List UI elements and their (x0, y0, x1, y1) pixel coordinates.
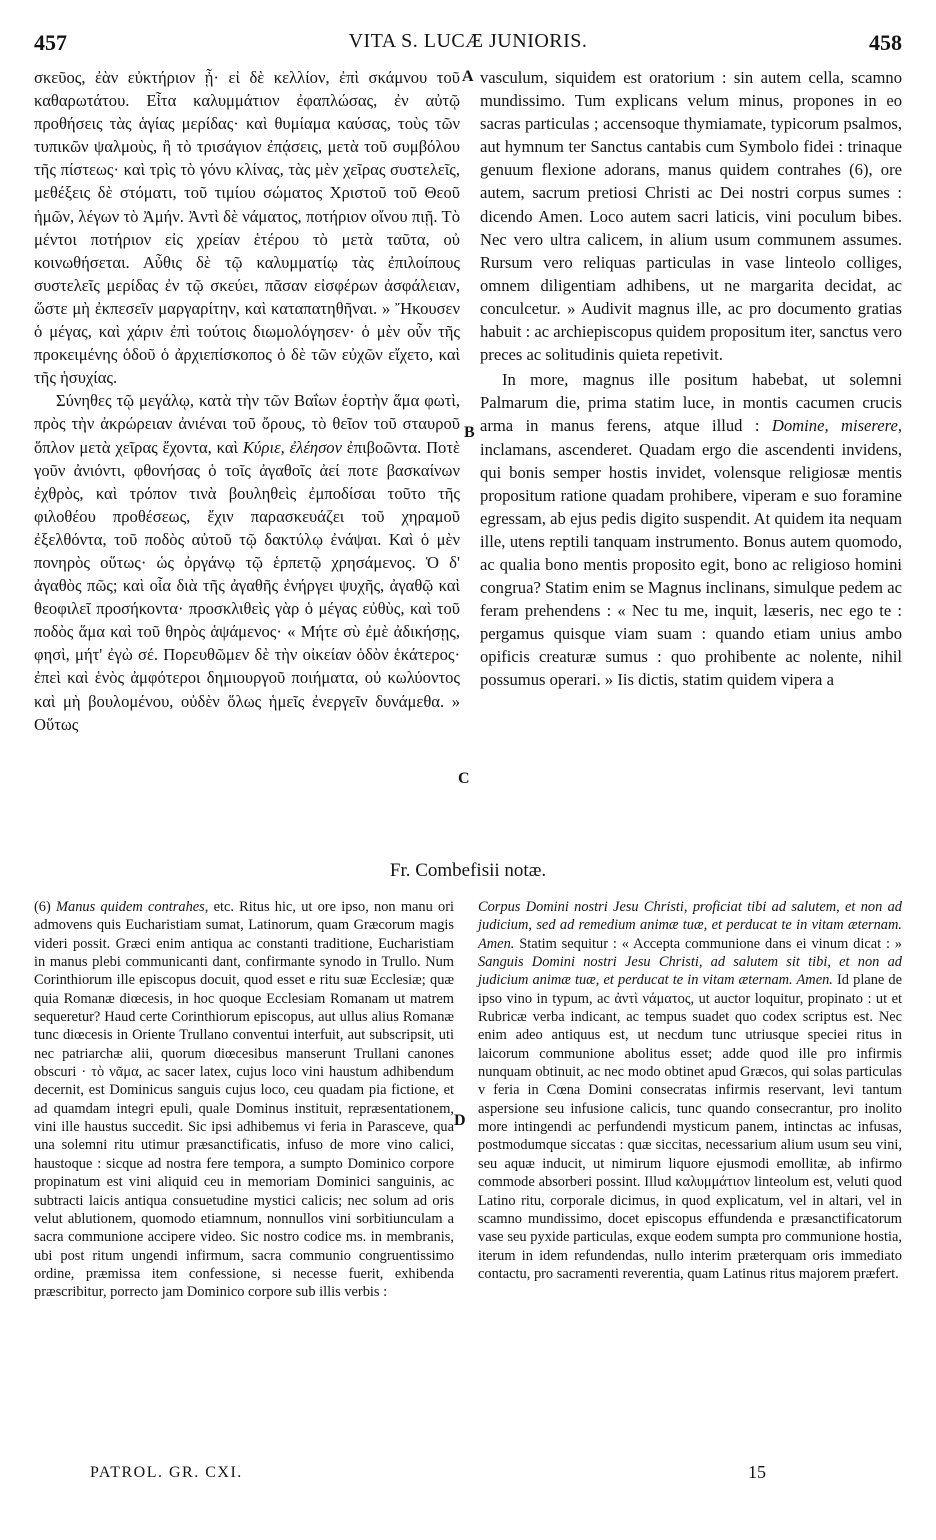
note-left-text: , etc. Ritus hic, ut ore ipso, non manu ori admovens quis Eucharistiam sumat, Latinorum, quam Græcorum magis videri possit. Græci enim antiqua ac constanti traditione, Eucharistiam in manus plebi communicanti dant, confirmante synodo in Trullo. Num Corinthiorum ille episcopus docuit, quod esset e ritu suæ Ecclesiæ; quæ quia Romanæ diœcesis, in hoc quoque Ecclesiam Romanam ut matrem sequeretur? Haud certe Corinthiorum episcopus, aut ullus alius Romanæ tunc diœcesis in Oriente Trullano conventui interfuit, aut subscripsit, uti nec patriarchæ alii, quorum diœcesibus manserunt Trullani canones obscuri · τὸ νᾶμα, ac sacer latex, cujus loco vini haustum adhibendum decernit, est Dominicus sanguis cujus loco, ceu quadam pia fictione, et ad quamdam integri epuli, quale Dominus instituit, repræsentationem, vini ille haustus succedit. Sic ipsi adhibemus vi feria in Parasceve, qua una solemni ritu utimur præsanctificatis, infuso de more vino calici, haustoque : sicque ad nostra fere tempora, a sumpto Dominico corpore propinatum est vini aliquid ceu in memoriam Dominici sanguinis, ac subtracti laicis antiqua consuetudine mystici calicis; nec solum ad oris velut ablutionem, quomodo etiamnum, nonnullos vini sorbitiunculam a sacra communione accipere video. Sic nostro codice ms. in membranis, ubi post ritum ungendi infirmum, sacra communio congruentissimo ordine, præmissa item confessione, si necesse fuerit, exhibenda præscribitur, porrecto jam Dominico corpore sub illis verbis : (34, 899, 454, 1301)
margin-marker-b: B (464, 424, 475, 441)
greek-paragraph-2-text: Σύνηθες τῷ μεγάλῳ, κατὰ τὴν τῶν Βαΐων ἑορτὴν ἅμα φωτὶ, πρὸς τὴν ἀκρώρειαν ἀνιέναι τοῦ ὄρους, τὸ θεῖον τοῦ σταυροῦ ὅπλον μετὰ χεῖρας ἔχοντα, καὶ (34, 391, 460, 457)
page-number-right: 458 (869, 30, 902, 55)
latin-column (480, 66, 902, 692)
page-number-left: 457 (34, 30, 67, 55)
note-formula-sanguis: Sanguis Domini nostri Jesu Christi, ad salutem sit tibi, et non ad judicium animæ tuæ, et perducat te in vitam æternam. Amen. (478, 954, 902, 989)
note-6 (34, 898, 454, 1302)
greek-paragraph-1: σκεῦος, ἐὰν εὐκτήριον ᾖ· εἰ δὲ κελλίον, ἐπὶ σκάμνου τοῦ καθαρωτάτου. Εἶτα καλυμμάτιον ἐφαπλώσας, ἐν αὐτῷ προθήσεις τὰς ἁγίας μερίδας· καὶ θυμίαμα καύσας, τοὺς τῶν τυπικῶν ψαλμοὺς, ἢ τὸ τρισάγιον ἐπᾴσεις, μετὰ τοῦ συμβόλου τῆς πίστεως· καὶ τρὶς τὸ γόνυ κλίνας, τὰς μὲν χεῖρας συστελεῖς, μεθέξεις δὲ στόματι, τοῦ τιμίου σώματος Χριστοῦ τοῦ Θεοῦ ἡμῶν, λέγων τὸ Ἀμήν. Ἀντὶ δὲ νάματος, ποτήριον οἴνου πιῇ. Τὸ μέντοι ποτήριον εἰς χρείαν ἑτέρου τὸ μετὰ ταῦτα, οὐ κοινωθήσεται. Αὖθις δὲ τῷ καλυμματίῳ τὰς ἐπιλοίπους συστελεῖς μερίδας ἐν τῷ σκεύει, πᾶσαν εἰσφέρων ἀσφάλειαν, ὥστε μὴ ἐκπεσεῖν μαργαρίτην, καὶ καταπατηθῆναι. » Ἤκουσεν ὁ μέγας, καὶ χάριν ἐπὶ τούτοις διωμολόγησεν· ὁ μὲν οὖν τῆς προκειμένης ὁδοῦ ὁ ἀρχιεπίσκοπος ὁ δὲ τῶν εὐχῶν εἴχετο, καὶ τῆς ἡσυχίας. (34, 68, 460, 388)
greek-column (34, 66, 460, 736)
page-header (34, 30, 902, 58)
greek-kyrie-eleison: Κύριε, ἐλέησον (242, 437, 342, 457)
latin-domine-miserere: Domine, miserere (771, 416, 898, 436)
margin-marker-a: A (462, 68, 474, 85)
margin-marker-c: C (458, 770, 470, 787)
signature-line: PATROL. GR. CXI. (90, 1464, 243, 1481)
greek-paragraph-2 (34, 389, 460, 735)
note-lemma: Manus quidem contrahes (56, 899, 205, 915)
note-6-continued (478, 898, 902, 1283)
margin-marker-d: D (454, 1112, 466, 1129)
notes-right-column (478, 898, 902, 1283)
greek-paragraph-2-rest: ἐπιβοῶντα. Ποτὲ γοῦν ἀνιόντι, φθονήσας ὁ τοῖς ἀγαθοῖς ἀεί ποτε βασκαίνων ἐχθρὸς, καὶ τρόπον τινὰ βουληθεὶς ἐμποδίσαι τοῦτο τῆς φιλοθέου προθέσεως, ἔχιν παρασκευάζει τοῦ χηραμοῦ ἐξελθόντα, τοῦ ποδὸς αὐτοῦ τῷ δακτύλῳ ἐνάψαι. Καὶ ὁ μὲν πονηρὸς οὕτως· ὡς ὀργάνῳ τῷ ἑρπετῷ χρησάμενος. Ὁ δ' ἀγαθὸς πῶς; καὶ οἷα διὰ τῆς ἀγαθῆς ἐνήργει ψυχῆς, ἀγαθῷ καὶ θεοφιλεῖ προσήκοντα· προσκλιθεὶς γὰρ ὁ μέγας εὐθὺς, καὶ τοῦ ποδὸς ἅμα καὶ τοῦ θηρὸς ἁψάμενος· « Μήτε σὺ ἐμὲ ἀδικήσῃς, φησὶ, μήτ' ἐγὼ σέ. Πορευθῶμεν δὲ τὴν οἰκείαν ὁδὸν ἑκάτερος· ἐπεὶ καὶ ἑνὸς ἀμφότεροι δημιουργοῦ ποιήματα, οὐ κωλύοντος καὶ μὴ βουλομένου, οὐδὲν ὅλως ἡμεῖς ἐνεργεῖν δυνάμεθα. » Οὕτως (34, 437, 460, 734)
latin-paragraph-2 (480, 368, 902, 691)
note-formula-corpus: Corpus Domini nostri Jesu Christi, proficiat tibi ad salutem, et non ad judicium, sed ad remedium animæ tuæ, et perducat te in vitam æternam. Amen. (478, 899, 902, 952)
running-title: VITA S. LUCÆ JUNIORIS. (348, 30, 588, 52)
signature-number: 15 (748, 1462, 766, 1482)
note-right-text-2: Id plane de ipso vino in typum, ac ἀντὶ νάματος, ut auctor loquitur, propinato : ut et Rubricæ verba indicant, ac tempus suadet quo codex scriptus est. Nec enim adeo antiquus est, ut necdum tunc utriusque speciei ritus in laicorum communione abolitus esset; adde quod ille pro infirmis nunquam obtinuit, ac nec modo obtinet apud Græcos, qui solas particulas v feria in Cœna Domini consecratas infirmis reservant, levi tantum aspersione seu infusione calicis, tunc quando consecrantur, pro inolito more intingendi ac perfundendi mysticum panem, intinctas ac infusas, postmodumque siccatas : quæ siccitas, necessarium alium usum seu vini, seu aquæ inducit, ut nimirum liquore ejusmodi emollitæ, ab infirmo commode absorberi possint. Illud καλυμμάτιον linteolum est, veluti quod Latino ritu, corporale dicimus, in quod explicatum, vel in altari, vel in scamno mundissimo, docet episcopus effundenda e præsanctificatorum vase seu pyxide particulas, exque eodem sumpta pro communione hostia, iterum in idem refundendas, nullo interim præterquam oris immediato contactu, pro sacramenti reverentia, quam Latinus ritus majorem præfert. (478, 972, 902, 1282)
note-number: (6) (34, 899, 57, 915)
latin-paragraph-2-rest: , inclamans, ascenderet. Quadam ergo die ascendenti invidens, qui bonis semper hostis invidet, volensque religiosæ mentis propositum ratione quadam prohibere, viperam e suo foramine egressam, ab ejus pedis digito suspendit. At quidem ita nequam ille, utens reptili tanquam instrumento. Bonus autem quomodo, ac qualia bono mentis proposito egit, bono ac religioso homini congrua? Statim enim se Magnus inclinans, simulque pedem ac feram prehendens : « Nec tu me, inquit, læseris, nec ego te : pergamus quisque viam suam : quando etiam unius ambo opificis creaturæ sumus : quo prohibente ac nolente, nihil possumus operari. » Iis dictis, statim quidem vipera a (480, 416, 902, 690)
note-right-text-1: Statim sequitur : « Accepta communione dans ei vinum dicat : » (514, 935, 902, 952)
latin-paragraph-2-text: In more, magnus ille positum habebat, ut solemni Palmarum die, prima statim luce, in montis cacumen crucis arma in manus ferens, atque illud : (480, 370, 902, 436)
notes-left-column (34, 898, 454, 1302)
notes-heading: Fr. Combefisii notæ. (389, 860, 547, 881)
latin-paragraph-1: vasculum, siquidem est oratorium : sin autem cella, scamno mundissimo. Tum explicans velum minus, propones in eo sacras particulas ; accensoque thymiamate, typicorum psalmos, aut hymnum ter Sanctus cantabis cum Symbolo fidei : trinaque genuum flexione adorans, manus quidem contrahes (6), ore autem, sacrum pretiosi Christi ac Dei nostri corpus sumes : dicendo Amen. Loco autem sacri laticis, vini poculum bibes. Nec vero ultra calicem, in alium usum communem assumes. Rursum vero reliquas particulas in vase linteolo colliges, omnem diligentiam adhibens, ut ne margarita decidat, ac conculcetur. » Audivit magnus ille, ac pro documento gratias habuit : ac archiepiscopus quidem propositum iter, sanctus vero preces ac solitudinis quieta repetivit. (480, 68, 902, 365)
